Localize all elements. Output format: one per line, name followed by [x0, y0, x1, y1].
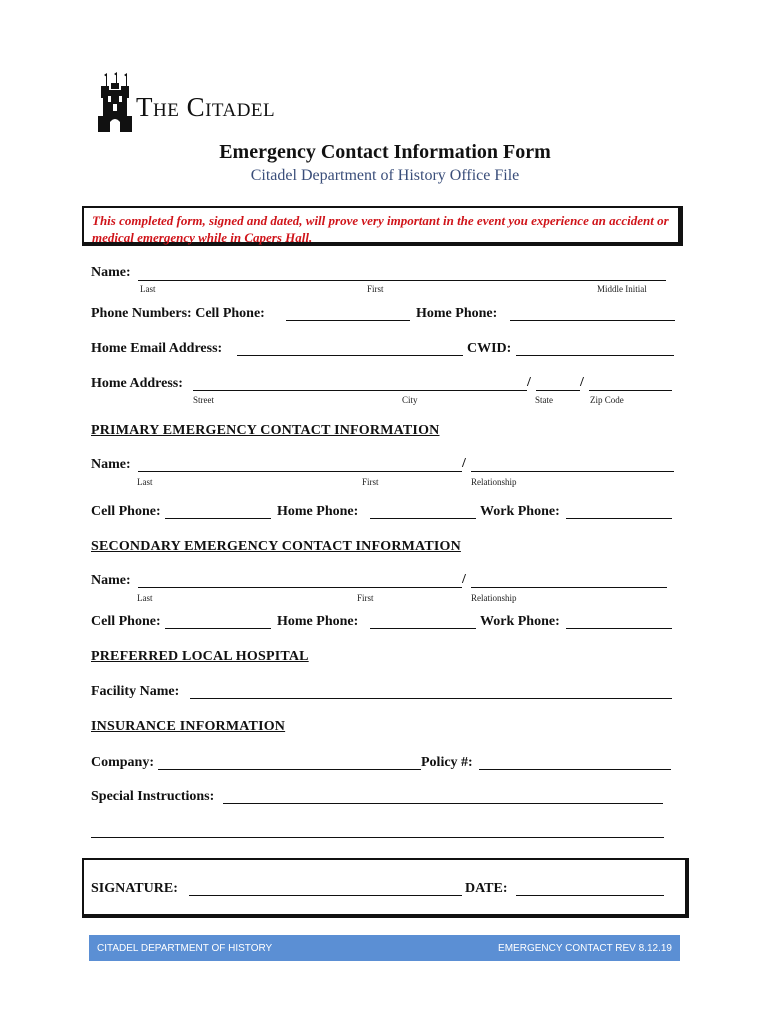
address-zip-field[interactable] — [589, 390, 672, 391]
secondary-work-label: Work Phone: — [480, 614, 560, 629]
citadel-tower-icon — [98, 72, 132, 134]
address-sub-state: State — [535, 395, 553, 405]
secondary-home-field[interactable] — [370, 628, 476, 629]
cwid-field[interactable] — [516, 355, 674, 356]
name-label: Name: — [91, 265, 131, 280]
primary-home-label: Home Phone: — [277, 504, 359, 519]
address-separator: / — [527, 375, 531, 390]
signature-label: SIGNATURE: — [91, 881, 178, 896]
email-label: Home Email Address: — [91, 341, 223, 356]
secondary-relationship-field[interactable] — [471, 587, 667, 588]
address-street-city-field[interactable] — [193, 390, 527, 391]
primary-work-field[interactable] — [566, 518, 672, 519]
special-instructions-label: Special Instructions: — [91, 789, 215, 804]
secondary-sub-first: First — [357, 593, 374, 603]
citadel-logo — [98, 72, 318, 134]
home-phone-label: Home Phone: — [416, 306, 498, 321]
primary-relationship-field[interactable] — [471, 471, 674, 472]
form-title: Emergency Contact Information Form — [219, 141, 551, 163]
insurance-heading: INSURANCE INFORMATION — [91, 719, 286, 734]
facility-label: Facility Name: — [91, 684, 180, 699]
primary-sub-last: Last — [137, 477, 153, 487]
special-instructions-field-line2[interactable] — [91, 837, 664, 838]
address-sub-city: City — [402, 395, 418, 405]
primary-home-field[interactable] — [370, 518, 476, 519]
address-state-field[interactable] — [536, 390, 580, 391]
primary-sub-first: First — [362, 477, 379, 487]
footer-bar — [89, 935, 680, 961]
secondary-name-separator: / — [462, 572, 466, 587]
address-sub-zip: Zip Code — [590, 395, 624, 405]
secondary-sub-relationship: Relationship — [471, 593, 517, 603]
secondary-home-label: Home Phone: — [277, 614, 359, 629]
cwid-label: CWID: — [467, 341, 512, 356]
logo-wordmark: The Citadel — [136, 92, 276, 122]
primary-name-label: Name: — [91, 457, 131, 472]
policy-label: Policy #: — [421, 755, 473, 770]
name-field[interactable] — [138, 280, 666, 281]
primary-contact-heading: PRIMARY EMERGENCY CONTACT INFORMATION — [91, 423, 440, 438]
email-field[interactable] — [237, 355, 463, 356]
secondary-cell-label: Cell Phone: — [91, 614, 161, 629]
secondary-name-field[interactable] — [138, 587, 462, 588]
signature-field[interactable] — [189, 895, 462, 896]
address-sub-street: Street — [193, 395, 214, 405]
cell-phone-label: Phone Numbers: Cell Phone: — [91, 306, 265, 321]
secondary-sub-last: Last — [137, 593, 153, 603]
policy-field[interactable] — [479, 769, 671, 770]
name-sub-last: Last — [140, 284, 156, 294]
home-phone-field[interactable] — [510, 320, 675, 321]
secondary-cell-field[interactable] — [165, 628, 271, 629]
date-field[interactable] — [516, 895, 664, 896]
primary-sub-relationship: Relationship — [471, 477, 517, 487]
facility-field[interactable] — [190, 698, 672, 699]
address-label: Home Address: — [91, 376, 183, 391]
name-sub-middle: Middle Initial — [597, 284, 647, 294]
secondary-work-field[interactable] — [566, 628, 672, 629]
hospital-heading: PREFERRED LOCAL HOSPITAL — [91, 649, 309, 664]
secondary-name-label: Name: — [91, 573, 131, 588]
primary-cell-field[interactable] — [165, 518, 271, 519]
primary-name-separator: / — [462, 456, 466, 471]
name-sub-first: First — [367, 284, 384, 294]
company-label: Company: — [91, 755, 155, 770]
primary-name-field[interactable] — [138, 471, 462, 472]
special-instructions-field[interactable] — [223, 803, 663, 804]
secondary-contact-heading: SECONDARY EMERGENCY CONTACT INFORMATION — [91, 539, 461, 554]
cell-phone-field[interactable] — [286, 320, 410, 321]
warning-notice: This completed form, signed and dated, will prove very important in the event you experience an accident or medical emergency while in Capers Hall. — [82, 206, 683, 246]
address-separator: / — [580, 375, 584, 390]
form-subtitle: Citadel Department of History Office File — [250, 167, 520, 184]
footer-right-text: EMERGENCY CONTACT REV 8.12.19 — [498, 943, 672, 954]
primary-cell-label: Cell Phone: — [91, 504, 161, 519]
footer-left-text: CITADEL DEPARTMENT OF HISTORY — [97, 943, 273, 954]
primary-work-label: Work Phone: — [480, 504, 560, 519]
date-label: DATE: — [465, 881, 508, 896]
company-field[interactable] — [158, 769, 421, 770]
